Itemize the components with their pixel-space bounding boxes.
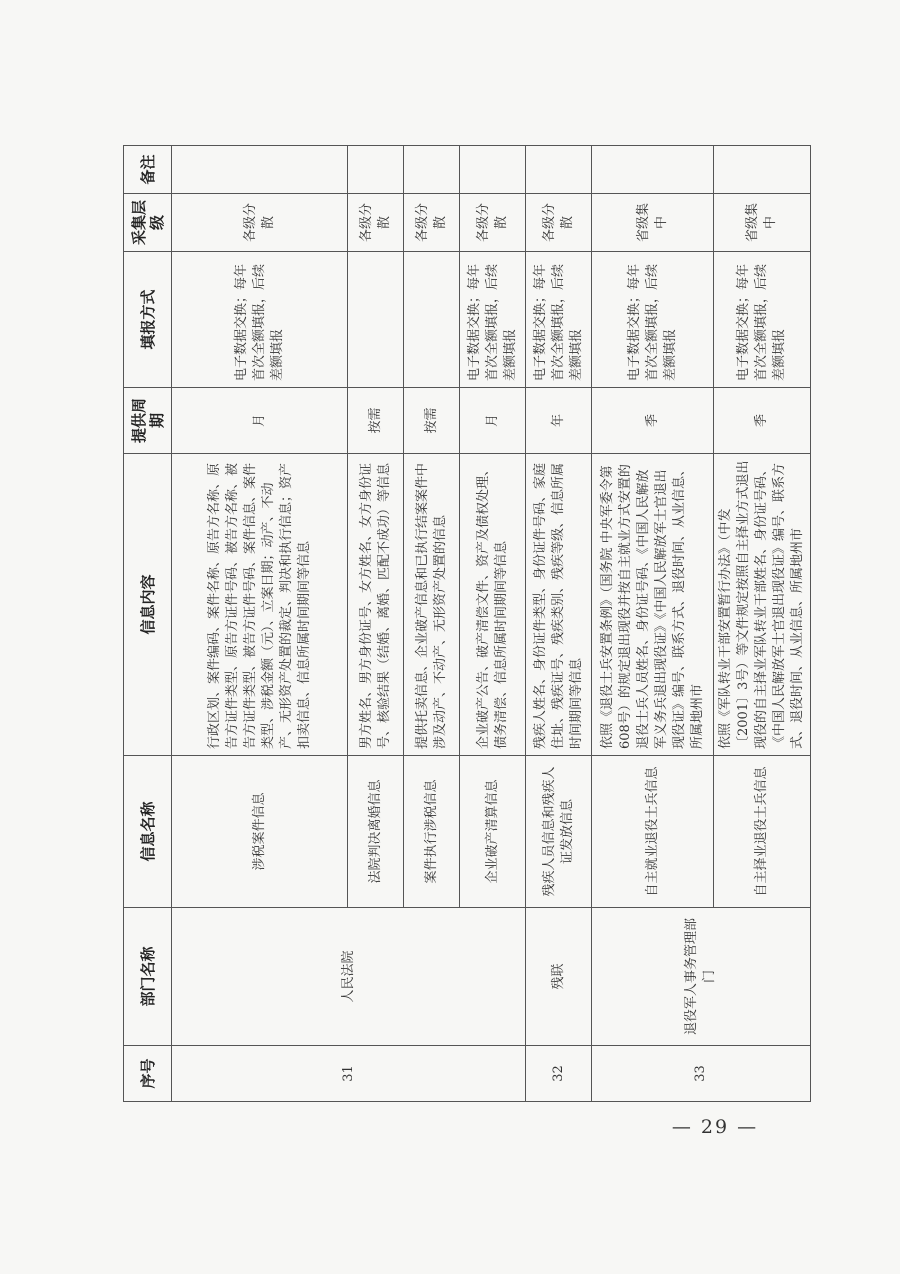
level-cell: 省级集中 [714,194,811,252]
dept-cell: 退役军人事务管理部门 [592,908,811,1046]
level-cell: 各级分散 [404,194,460,252]
header-seq: 序号 [124,1046,172,1102]
info-name-cell: 案件执行涉税信息 [404,756,460,908]
level-cell: 各级分散 [460,194,526,252]
method-cell: 电子数据交换；每年首次全额填报，后续差额填报 [526,252,592,388]
cycle-cell: 月 [172,388,348,454]
dept-cell: 残联 [526,908,592,1046]
remark-cell [714,146,811,194]
content-cell: 依照《军队转业干部安置暂行办法》（中发〔2001〕3号）等文件规定按照自主择业方式退出现役的自主择业军队转业干部姓名、身份证号码、《中国人民解放军士官退出现役证》编号、联系方式、退役时间、从业信息、所属地州市 [714,454,811,756]
content-cell: 残疾人姓名、身份证件类型、身份证件号码、家庭住址、残疾证号、残疾类别、残疾等级、信息所属时间期间等信息 [526,454,592,756]
level-cell: 各级分散 [172,194,348,252]
header-method: 填报方式 [124,252,172,388]
seq-cell: 33 [592,1046,811,1102]
info-sharing-table [123,145,811,1102]
remark-cell [172,146,348,194]
method-cell: 电子数据交换；每年首次全额填报，后续差额填报 [460,252,526,388]
info-name-cell: 法院判决离婚信息 [348,756,404,908]
content-cell: 男方姓名、男方身份证号、女方姓名、女方身份证号、核验结果（结婚、离婚、匹配不成功）等信息 [348,454,404,756]
level-cell: 各级分散 [348,194,404,252]
header-remark: 备注 [124,146,172,194]
rotated-table-wrapper [123,146,805,1102]
header-level: 采集层级 [124,194,172,252]
cycle-cell: 季 [592,388,714,454]
table-row [172,146,348,1102]
seq-cell: 32 [526,1046,592,1102]
info-name-cell: 自主就业退役士兵信息 [592,756,714,908]
content-cell: 行政区划、案件编码、案件名称、原告方名称、原告方证件类型、原告方证件号码、被告方名称、被告方证件类型、被告方证件号码、案件信息、案件类型、涉税金额（元）、立案日期；动产、不动产、无形资产处置的裁定、判决和执行信息；资产扣卖信息、信息所属时间期间等信息 [172,454,348,756]
content-cell: 企业破产公告、破产清偿文件、资产及债权处理、债务清偿、信息所属时间期间等信息 [460,454,526,756]
info-name-cell: 残疾人员信息和残疾人证发放信息 [526,756,592,908]
content-cell: 提供托卖信息、企业破产信息和已执行结案案件中涉及动产、不动产、无形资产处置的信息 [404,454,460,756]
method-cell [348,252,404,388]
cycle-cell: 季 [714,388,811,454]
info-name-cell: 涉税案件信息 [172,756,348,908]
table-row [526,146,592,1102]
header-info-name: 信息名称 [124,756,172,908]
info-name-cell: 企业破产清算信息 [460,756,526,908]
seq-cell: 31 [172,1046,526,1102]
level-cell: 各级分散 [526,194,592,252]
remark-cell [348,146,404,194]
remark-cell [460,146,526,194]
header-cycle: 提供周期 [124,388,172,454]
page-number: — 29 — [671,1116,759,1138]
remark-cell [526,146,592,194]
remark-cell [404,146,460,194]
method-cell [404,252,460,388]
method-cell: 电子数据交换；每年首次全额填报，后续差额填报 [172,252,348,388]
cycle-cell: 按需 [404,388,460,454]
level-cell: 省级集中 [592,194,714,252]
content-cell: 依照《退役士兵安置条例》（国务院 中央军委令第608号）的规定退出现役并按自主就业方式安置的退役士兵人员姓名、身份证号码、《中国人民解放军义务兵退出现役证》《中国人民解放军士官退出现役证》编号、联系方式、退役时间、从业信息、所属地州市 [592,454,714,756]
method-cell: 电子数据交换；每年首次全额填报，后续差额填报 [714,252,811,388]
info-name-cell: 自主择业退役士兵信息 [714,756,811,908]
header-content: 信息内容 [124,454,172,756]
cycle-cell: 按需 [348,388,404,454]
table-header-row [124,146,172,1102]
table-row [592,146,714,1102]
method-cell: 电子数据交换；每年首次全额填报，后续差额填报 [592,252,714,388]
cycle-cell: 月 [460,388,526,454]
cycle-cell: 年 [526,388,592,454]
dept-cell: 人民法院 [172,908,526,1046]
header-dept: 部门名称 [124,908,172,1046]
remark-cell [592,146,714,194]
